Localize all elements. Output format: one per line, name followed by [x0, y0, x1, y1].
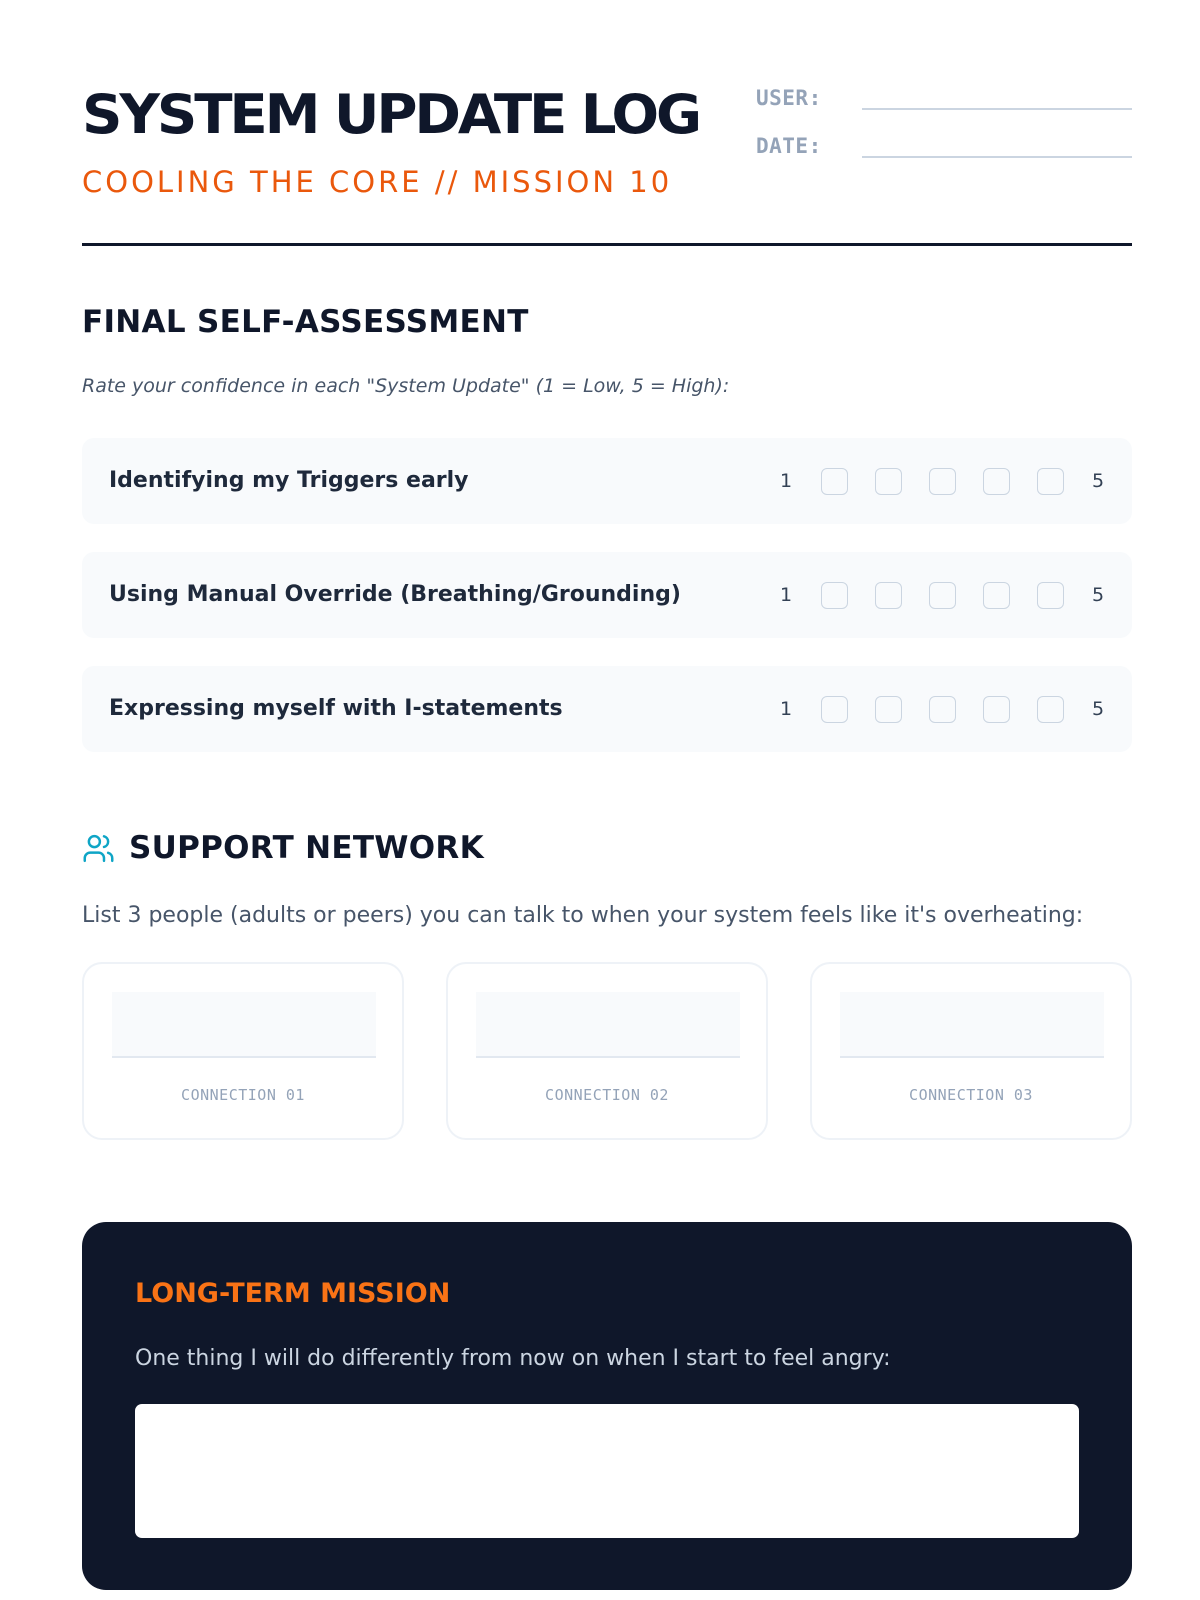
header-divider [82, 243, 1132, 246]
connection-input-3[interactable] [840, 992, 1104, 1058]
connection-card-1 [82, 962, 404, 1140]
rating-scale [778, 666, 1106, 752]
scale-min-label: 1 [779, 698, 793, 720]
rating-row-triggers [82, 438, 1132, 524]
rating-scale [778, 552, 1106, 638]
connection-input-1[interactable] [112, 992, 376, 1058]
scale-min-label: 1 [779, 470, 793, 492]
rating-checkbox-1[interactable] [821, 468, 848, 495]
connection-label: CONNECTION 01 [181, 1086, 305, 1104]
rating-checkbox-5[interactable] [1037, 468, 1064, 495]
mission-answer-input[interactable] [135, 1404, 1079, 1538]
connection-input-2[interactable] [476, 992, 740, 1058]
page-subtitle: COOLING THE CORE // MISSION 10 [82, 165, 673, 199]
scale-max-label: 5 [1091, 584, 1105, 606]
connection-card-2 [446, 962, 768, 1140]
date-input-line[interactable] [862, 130, 1132, 158]
scale-min-label: 1 [779, 584, 793, 606]
connection-label: CONNECTION 02 [545, 1086, 669, 1104]
date-label: DATE: [756, 134, 822, 158]
support-network-header [82, 830, 484, 866]
mission-prompt: One thing I will do differently from now on when I start to feel angry: [135, 1346, 891, 1371]
connection-card-3 [810, 962, 1132, 1140]
connection-label: CONNECTION 03 [909, 1086, 1033, 1104]
long-term-mission-panel [82, 1222, 1132, 1590]
rating-checkbox-5[interactable] [1037, 696, 1064, 723]
page-title: SYSTEM UPDATE LOG [82, 83, 699, 146]
scale-max-label: 5 [1091, 470, 1105, 492]
rating-label: Using Manual Override (Breathing/Grounding) [109, 582, 681, 607]
scale-max-label: 5 [1091, 698, 1105, 720]
rating-checkbox-4[interactable] [983, 468, 1010, 495]
rating-checkbox-3[interactable] [929, 582, 956, 609]
support-network-instruction: List 3 people (adults or peers) you can talk to when your system feels like it's overheating: [82, 903, 1084, 928]
self-assessment-title: FINAL SELF-ASSESSMENT [82, 304, 529, 340]
rating-checkbox-4[interactable] [983, 582, 1010, 609]
rating-row-manual-override [82, 552, 1132, 638]
rating-label: Identifying my Triggers early [109, 468, 469, 493]
user-input-line[interactable] [862, 82, 1132, 110]
rating-label: Expressing myself with I-statements [109, 696, 563, 721]
rating-scale [778, 438, 1106, 524]
support-network-title: SUPPORT NETWORK [129, 830, 484, 866]
rating-checkbox-4[interactable] [983, 696, 1010, 723]
rating-checkbox-2[interactable] [875, 468, 902, 495]
rating-checkbox-2[interactable] [875, 696, 902, 723]
rating-checkbox-3[interactable] [929, 468, 956, 495]
rating-checkbox-3[interactable] [929, 696, 956, 723]
date-field-row [756, 130, 1132, 158]
mission-title: LONG-TERM MISSION [135, 1278, 451, 1309]
rating-row-i-statements [82, 666, 1132, 752]
user-label: USER: [756, 86, 822, 110]
rating-checkbox-2[interactable] [875, 582, 902, 609]
users-icon [82, 832, 115, 865]
self-assessment-instruction: Rate your confidence in each "System Update" (1 = Low, 5 = High): [82, 375, 730, 397]
rating-checkbox-1[interactable] [821, 696, 848, 723]
user-field-row [756, 82, 1132, 110]
rating-checkbox-1[interactable] [821, 582, 848, 609]
rating-checkbox-5[interactable] [1037, 582, 1064, 609]
log-header [82, 82, 1132, 247]
